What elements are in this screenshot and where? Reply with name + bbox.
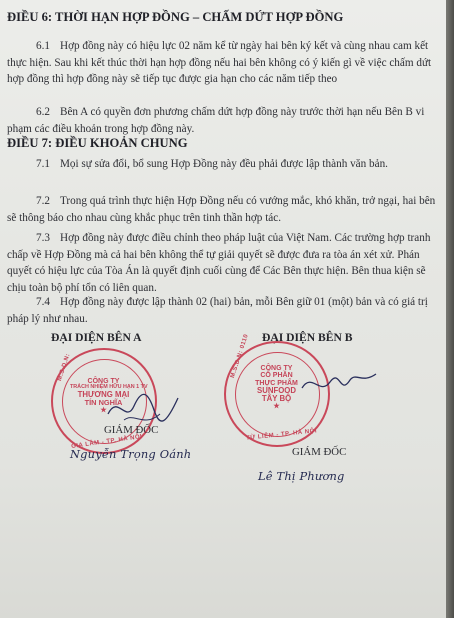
clause-7-3 bbox=[7, 230, 439, 296]
stamp-arc-left: M.S.D.N: 0110 bbox=[230, 333, 250, 379]
party-b-signature-scribble bbox=[300, 366, 380, 406]
page-edge-shadow bbox=[446, 0, 454, 618]
clause-7-2 bbox=[7, 193, 439, 226]
stamp-arc-bottom: TỪ LIÊM - TP. HÀ NỘI bbox=[245, 428, 318, 442]
clause-text: Hợp đồng này có hiệu lực 02 năm kể từ ngày hai bên ký kết và cùng nhau cam kết thực hiện. Sau khi kết thúc thời hạn hợp đồng nếu hai bên không có ý kiến gì về việc chấm dứt hợp đồng thì hợp đồng này sẽ tiếp tục được gia hạn cho các năm tiếp theo bbox=[7, 40, 432, 86]
party-a-label: ĐẠI DIỆN BÊN A bbox=[51, 331, 142, 344]
stamp-line: THỰC PHẨM bbox=[255, 379, 298, 387]
clause-number: 7.1 bbox=[36, 158, 50, 170]
stamp-line: CÔNG TY bbox=[260, 365, 293, 372]
party-a-title: GIÁM ĐỐC bbox=[104, 424, 159, 436]
clause-6-1 bbox=[7, 38, 439, 88]
stamp-line: SUNFOOD bbox=[257, 386, 296, 396]
stamp-star: ★ bbox=[273, 403, 280, 411]
article-6-heading: ĐIỀU 6: THỜI HẠN HỢP ĐỒNG – CHẤM DỨT HỢP ĐỒNG bbox=[7, 10, 344, 24]
clause-text: Mọi sự sửa đổi, bổ sung Hợp Đồng này đều phải được lập thành văn bản. bbox=[59, 158, 388, 170]
party-a-signer-name: Nguyễn Trọng Oánh bbox=[70, 447, 192, 461]
clause-7-1 bbox=[7, 156, 439, 173]
stamp-line: TÍN NGHĨA bbox=[84, 398, 123, 408]
stamp-arc-left: M.S.D.N: bbox=[57, 352, 72, 382]
stamp-line: TRÁCH NHIỆM HỮU HẠN 1 TV bbox=[70, 384, 148, 391]
article-7-heading: ĐIỀU 7: ĐIỀU KHOẢN CHUNG bbox=[7, 136, 188, 150]
clause-number: 7.2 bbox=[36, 195, 50, 207]
stamp-line: THƯƠNG MẠI bbox=[77, 390, 130, 400]
clause-text: Hợp đồng này được điều chỉnh theo pháp luật của Việt Nam. Các trường hợp tranh chấp về Hợp Đồng mà cả hai bên không thể tự giải quyết sẽ được đưa ra tòa án xét xử. Phán quyết có hiệu lực của Tòa Án là quyết định cuối cùng để Các Bên thực hiện. Bên thua kiện sẽ chịu toàn bộ phí tổn có liên quan. bbox=[7, 232, 431, 294]
clause-number: 7.4 bbox=[36, 296, 50, 308]
party-b-signer-name: Lê Thị Phương bbox=[258, 469, 345, 483]
clause-number: 6.1 bbox=[36, 40, 50, 52]
stamp-star: ★ bbox=[100, 406, 107, 414]
clause-number: 6.2 bbox=[36, 106, 50, 118]
clause-7-4 bbox=[7, 294, 439, 327]
clause-6-2 bbox=[7, 104, 439, 137]
stamp-line: TÂY BỘ bbox=[261, 394, 292, 404]
stamp-arc-bottom: GIA LÂM - TP. HÀ NỘI bbox=[70, 434, 143, 450]
clause-text: Hợp đồng này được lập thành 02 (hai) bản, mỗi Bên giữ 01 (một) bản và có giá trị pháp lý như nhau. bbox=[7, 296, 428, 325]
clause-number: 7.3 bbox=[36, 232, 50, 244]
clause-text: Trong quá trình thực hiện Hợp Đồng nếu có vướng mắc, khó khăn, trở ngại, hai bên sẽ thông báo cho nhau cùng khắc phục trên tinh thần hợp tác. bbox=[7, 195, 436, 224]
stamp-line: CÔNG TY bbox=[87, 378, 120, 385]
clause-text: Bên A có quyền đơn phương chấm dứt hợp đồng này trước thời hạn nếu Bên B vi phạm các điều khoản trong hợp đồng này. bbox=[7, 106, 425, 135]
party-b-label: ĐẠI DIỆN BÊN B bbox=[262, 331, 353, 344]
stamp-line: CỔ PHẦN bbox=[260, 372, 293, 380]
party-b-title: GIÁM ĐỐC bbox=[292, 446, 347, 458]
